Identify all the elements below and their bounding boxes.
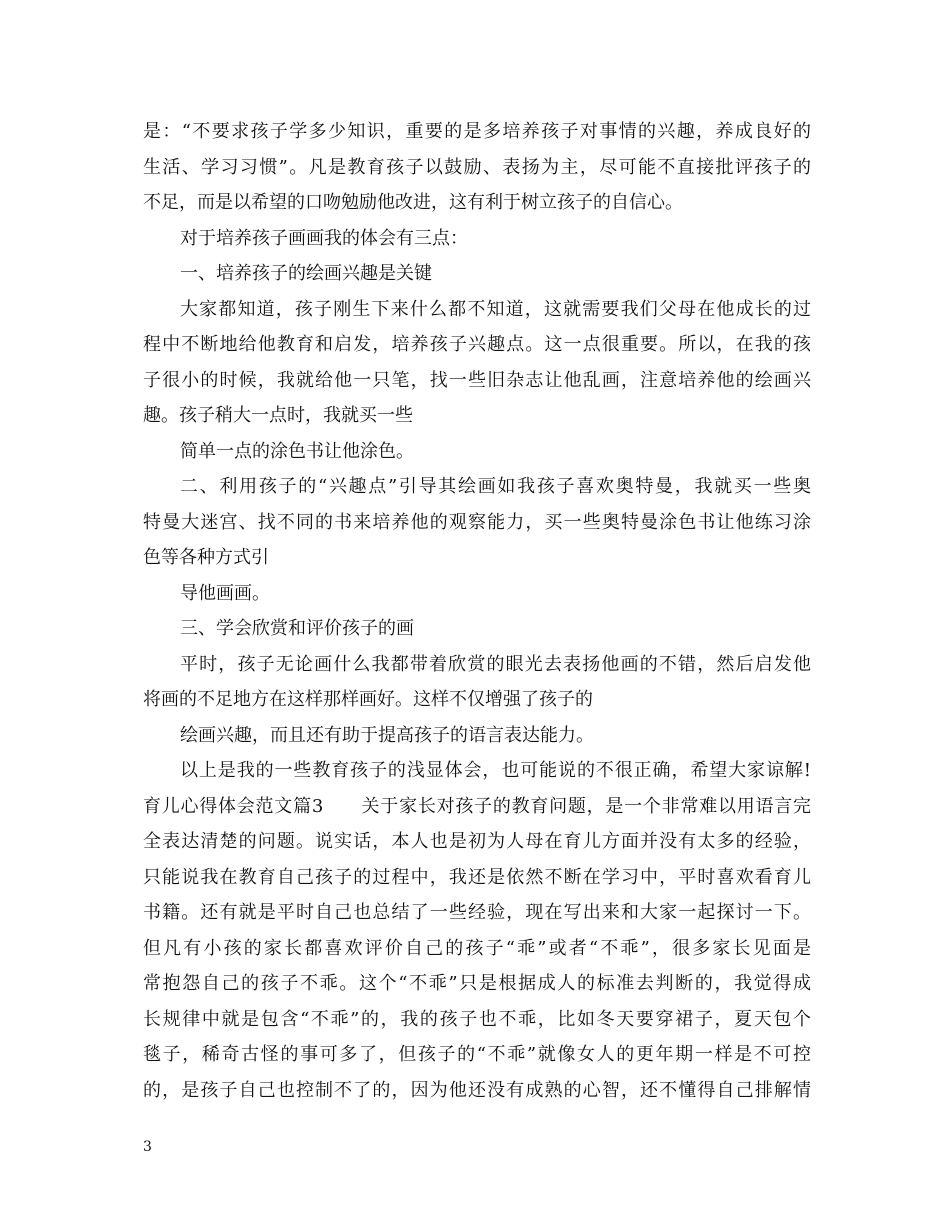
section-heading: 二、利用孩子的“兴趣点”引导其绘画如我孩子喜欢奥特曼，我就买一些奥 [180, 476, 811, 497]
text-line: 色等各种方式引 [143, 547, 269, 568]
text-line: 子很小的时候，我就给他一只笔，找一些旧杂志让他乱画，注意培养他的绘画兴 [143, 369, 811, 391]
text-line: 将画的不足地方在这样那样画好。这样不仅增强了孩子的 [143, 689, 593, 710]
text-line: 生活、学习习惯”。凡是教育孩子以鼓励、表扬为主，尽可能不直接批评孩子的 [143, 156, 811, 178]
text-line: 特曼大迷宫、找不同的书来培养他的观察能力，买一些奥特曼涂色书让他练习涂 [143, 511, 811, 533]
section-heading: 一、培养孩子的绘画兴趣是关键 [180, 263, 432, 284]
text-line: 是：“不要求孩子学多少知识，重要的是多培养孩子对事情的兴趣，养成良好的 [143, 121, 811, 142]
text-line: 的，是孩子自己也控制不了的，因为他还没有成熟的心智，还不懂得自己排解情 [143, 1079, 811, 1101]
article-title-line: 育儿心得体会范文篇3 关于家长对孩子的教育问题，是一个非常难以用语言完 [143, 795, 811, 817]
text-line: 大家都知道，孩子刚生下来什么都不知道，这就需要我们父母在他成长的过 [180, 298, 811, 320]
text-line: 全表达清楚的问题。说实话，本人也是初为人母在育儿方面并没有太多的经验， [143, 831, 811, 852]
text-line: 趣。孩子稍大一点时，我就买一些 [143, 405, 413, 426]
document-body [143, 114, 811, 1108]
text-line: 对于培养孩子画画我的体会有三点： [180, 227, 468, 249]
section-heading: 三、学会欣赏和评价孩子的画 [180, 618, 414, 639]
text-line: 简单一点的涂色书让他涂色。 [180, 440, 414, 462]
text-line: 不足，而是以希望的口吻勉励他改进，这有利于树立孩子的自信心。 [143, 192, 683, 213]
text-line: 以上是我的一些教育孩子的浅显体会，也可能说的不很正确，希望大家谅解! [180, 760, 811, 781]
text-line: 常抱怨自己的孩子不乖。这个“不乖”只是根据成人的标准去判断的，我觉得成 [143, 973, 811, 994]
text-line: 只能说我在教育自己孩子的过程中，我还是依然不断在学习中，平时喜欢看育儿 [143, 866, 811, 888]
text-line: 绘画兴趣，而且还有助于提高孩子的语言表达能力。 [180, 724, 594, 746]
text-line: 书籍。还有就是平时自己也总结了一些经验，现在写出来和大家一起探讨一下。 [143, 902, 811, 923]
text-line: 导他画画。 [180, 582, 270, 604]
page-number: 3 [143, 1139, 152, 1155]
text-line: 毯子，稀奇古怪的事可多了，但孩子的“不乖”就像女人的更年期一样是不可控 [143, 1044, 811, 1065]
text-line: 平时，孩子无论画什么我都带着欣赏的眼光去表扬他画的不错，然后启发他 [180, 653, 811, 675]
text-line: 程中不断地给他教育和启发，培养孩子兴趣点。这一点很重要。所以，在我的孩 [143, 334, 811, 355]
text-line: 但凡有小孩的家长都喜欢评价自己的孩子“乖”或者“不乖”，很多家长见面是 [143, 937, 811, 959]
text-line: 长规律中就是包含“不乖”的，我的孩子也不乖，比如冬天要穿裙子，夏天包个 [143, 1008, 811, 1030]
